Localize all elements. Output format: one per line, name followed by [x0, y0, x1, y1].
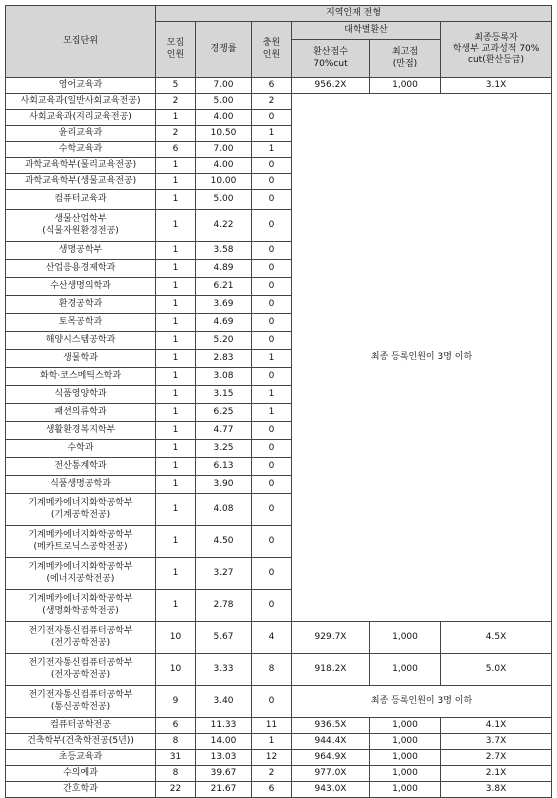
- cell-unit: 수학교육과: [6, 142, 156, 158]
- cell-capacity: 8: [156, 766, 196, 782]
- cell-competition: 3.27: [196, 558, 252, 590]
- cell-max-score: 1,000: [370, 78, 441, 94]
- cell-extra: 0: [252, 110, 292, 126]
- cell-extra: 0: [252, 526, 292, 558]
- cell-competition: 3.25: [196, 440, 252, 458]
- cell-grade-cut: 2.7X: [441, 750, 552, 766]
- cell-capacity: 10: [156, 654, 196, 686]
- cell-unit: 간호학과: [6, 782, 156, 798]
- cell-extra: 0: [252, 476, 292, 494]
- cell-competition: 6.21: [196, 278, 252, 296]
- cell-capacity: 2: [156, 126, 196, 142]
- table-row: [6, 94, 552, 110]
- cell-extra: 0: [252, 174, 292, 190]
- cell-extra: 0: [252, 494, 292, 526]
- table-row: [6, 622, 552, 654]
- cell-capacity: 6: [156, 142, 196, 158]
- cell-extra: 0: [252, 458, 292, 476]
- cell-unit: 컴퓨터교육과: [6, 190, 156, 210]
- header-capacity: 모집 인원: [156, 22, 196, 78]
- header-univ-conversion: 대학별환산: [292, 22, 441, 40]
- admission-results-table: [5, 5, 552, 798]
- cell-competition: 4.50: [196, 526, 252, 558]
- cell-max-score: 1,000: [370, 734, 441, 750]
- cell-conv-score: 918.2X: [292, 654, 370, 686]
- cell-conv-score: 943.0X: [292, 782, 370, 798]
- cell-capacity: 1: [156, 332, 196, 350]
- cell-competition: 2.78: [196, 590, 252, 622]
- cell-extra: 0: [252, 368, 292, 386]
- cell-capacity: 10: [156, 622, 196, 654]
- cell-capacity: 1: [156, 590, 196, 622]
- cell-capacity: 1: [156, 296, 196, 314]
- cell-capacity: 1: [156, 476, 196, 494]
- cell-capacity: 22: [156, 782, 196, 798]
- cell-grade-cut: 2.1X: [441, 766, 552, 782]
- cell-unit: 생물산업학부 (식물자원환경전공): [6, 210, 156, 242]
- cell-unit: 생물학과: [6, 350, 156, 368]
- cell-capacity: 1: [156, 210, 196, 242]
- cell-conv-score: 936.5X: [292, 718, 370, 734]
- cell-competition: 4.89: [196, 260, 252, 278]
- cell-capacity: 1: [156, 386, 196, 404]
- cell-capacity: 5: [156, 78, 196, 94]
- cell-competition: 3.90: [196, 476, 252, 494]
- cell-extra: 0: [252, 190, 292, 210]
- table-row: [6, 734, 552, 750]
- cell-extra: 12: [252, 750, 292, 766]
- cell-competition: 3.40: [196, 686, 252, 718]
- cell-extra: 6: [252, 78, 292, 94]
- table-body: [6, 78, 552, 798]
- cell-unit: 전기전자통신컴퓨터공학부 (통신공학전공): [6, 686, 156, 718]
- cell-extra: 0: [252, 260, 292, 278]
- cell-extra: 1: [252, 404, 292, 422]
- cell-extra: 0: [252, 440, 292, 458]
- cell-max-score: 1,000: [370, 766, 441, 782]
- cell-competition: 11.33: [196, 718, 252, 734]
- cell-unit: 사회교육과(지리교육전공): [6, 110, 156, 126]
- cell-competition: 14.00: [196, 734, 252, 750]
- cell-unit: 화학·코스메틱스학과: [6, 368, 156, 386]
- cell-capacity: 1: [156, 526, 196, 558]
- cell-capacity: 2: [156, 94, 196, 110]
- cell-note: 최종 등록인원이 3명 이하: [292, 686, 552, 718]
- cell-extra: 0: [252, 686, 292, 718]
- cell-competition: 7.00: [196, 78, 252, 94]
- cell-competition: 3.58: [196, 242, 252, 260]
- cell-unit: 초등교육과: [6, 750, 156, 766]
- cell-competition: 4.77: [196, 422, 252, 440]
- cell-capacity: 6: [156, 718, 196, 734]
- cell-competition: 13.03: [196, 750, 252, 766]
- cell-unit: 식품영양학과: [6, 386, 156, 404]
- cell-extra: 0: [252, 590, 292, 622]
- cell-unit: 컴퓨터공학전공: [6, 718, 156, 734]
- table-row: [6, 686, 552, 718]
- cell-grade-cut: 3.8X: [441, 782, 552, 798]
- cell-competition: 4.00: [196, 158, 252, 174]
- cell-grade-cut: 3.7X: [441, 734, 552, 750]
- header-unit: 모집단위: [6, 6, 156, 78]
- cell-extra: 1: [252, 142, 292, 158]
- cell-grade-cut: 3.1X: [441, 78, 552, 94]
- cell-capacity: 8: [156, 734, 196, 750]
- cell-note-merged: 최종 등록인원이 3명 이하: [292, 94, 552, 622]
- cell-conv-score: 977.0X: [292, 766, 370, 782]
- cell-capacity: 1: [156, 110, 196, 126]
- table-row: [6, 782, 552, 798]
- cell-capacity: 31: [156, 750, 196, 766]
- cell-unit: 윤리교육과: [6, 126, 156, 142]
- cell-conv-score: 929.7X: [292, 622, 370, 654]
- header-competition: 경쟁률: [196, 22, 252, 78]
- cell-extra: 0: [252, 242, 292, 260]
- cell-extra: 6: [252, 782, 292, 798]
- header-final-registrant: 최종등록자 학생부 교과성적 70% cut(환산등급): [441, 22, 552, 78]
- cell-capacity: 1: [156, 158, 196, 174]
- table-row: [6, 718, 552, 734]
- cell-unit: 수의예과: [6, 766, 156, 782]
- table-row: [6, 654, 552, 686]
- cell-competition: 10.00: [196, 174, 252, 190]
- table-row: [6, 78, 552, 94]
- cell-grade-cut: 4.1X: [441, 718, 552, 734]
- cell-competition: 39.67: [196, 766, 252, 782]
- cell-unit: 기계메카에너지화학공학부 (생명화학공학전공): [6, 590, 156, 622]
- cell-competition: 3.08: [196, 368, 252, 386]
- cell-unit: 과학교육학부(물리교육전공): [6, 158, 156, 174]
- cell-competition: 4.69: [196, 314, 252, 332]
- cell-extra: 0: [252, 210, 292, 242]
- cell-unit: 사회교육과(일반사회교육전공): [6, 94, 156, 110]
- cell-competition: 21.67: [196, 782, 252, 798]
- cell-capacity: 1: [156, 174, 196, 190]
- cell-max-score: 1,000: [370, 718, 441, 734]
- cell-capacity: 1: [156, 440, 196, 458]
- table-row: [6, 766, 552, 782]
- cell-conv-score: 956.2X: [292, 78, 370, 94]
- cell-capacity: 1: [156, 260, 196, 278]
- cell-competition: 3.15: [196, 386, 252, 404]
- cell-extra: 1: [252, 734, 292, 750]
- cell-unit: 토목공학과: [6, 314, 156, 332]
- cell-extra: 0: [252, 314, 292, 332]
- cell-extra: 0: [252, 558, 292, 590]
- table-row: [6, 750, 552, 766]
- cell-grade-cut: 4.5X: [441, 622, 552, 654]
- cell-extra: 1: [252, 126, 292, 142]
- cell-unit: 생명공학부: [6, 242, 156, 260]
- cell-competition: 5.67: [196, 622, 252, 654]
- cell-max-score: 1,000: [370, 654, 441, 686]
- cell-capacity: 1: [156, 350, 196, 368]
- cell-unit: 건축학부(건축학전공(5년)): [6, 734, 156, 750]
- cell-unit: 해양시스템공학과: [6, 332, 156, 350]
- cell-unit: 기계메카에너지화학공학부 (에너지공학전공): [6, 558, 156, 590]
- cell-extra: 2: [252, 94, 292, 110]
- cell-capacity: 1: [156, 368, 196, 386]
- cell-unit: 환경공학과: [6, 296, 156, 314]
- cell-extra: 8: [252, 654, 292, 686]
- cell-competition: 5.00: [196, 190, 252, 210]
- cell-extra: 4: [252, 622, 292, 654]
- cell-competition: 6.25: [196, 404, 252, 422]
- cell-extra: 1: [252, 350, 292, 368]
- cell-grade-cut: 5.0X: [441, 654, 552, 686]
- cell-competition: 3.33: [196, 654, 252, 686]
- cell-unit: 패션의류학과: [6, 404, 156, 422]
- cell-competition: 4.00: [196, 110, 252, 126]
- cell-unit: 산업응용경제학과: [6, 260, 156, 278]
- cell-unit: 과학교육학부(생물교육전공): [6, 174, 156, 190]
- cell-capacity: 1: [156, 190, 196, 210]
- cell-competition: 3.69: [196, 296, 252, 314]
- cell-extra: 0: [252, 158, 292, 174]
- cell-extra: 2: [252, 766, 292, 782]
- header-extra: 충원 인원: [252, 22, 292, 78]
- cell-unit: 기계메카에너지화학공학부 (기계공학전공): [6, 494, 156, 526]
- cell-capacity: 1: [156, 404, 196, 422]
- cell-competition: 6.13: [196, 458, 252, 476]
- cell-extra: 0: [252, 296, 292, 314]
- cell-competition: 10.50: [196, 126, 252, 142]
- cell-competition: 5.00: [196, 94, 252, 110]
- cell-competition: 4.08: [196, 494, 252, 526]
- cell-capacity: 1: [156, 278, 196, 296]
- cell-unit: 전기전자통신컴퓨터공학부 (전기공학전공): [6, 622, 156, 654]
- cell-max-score: 1,000: [370, 622, 441, 654]
- cell-capacity: 1: [156, 494, 196, 526]
- cell-competition: 5.20: [196, 332, 252, 350]
- header-max-score: 최고점 (만점): [370, 40, 441, 78]
- cell-capacity: 1: [156, 458, 196, 476]
- cell-extra: 0: [252, 278, 292, 296]
- cell-capacity: 1: [156, 314, 196, 332]
- cell-extra: 0: [252, 332, 292, 350]
- cell-extra: 1: [252, 386, 292, 404]
- cell-capacity: 9: [156, 686, 196, 718]
- cell-capacity: 1: [156, 242, 196, 260]
- cell-unit: 전기전자통신컴퓨터공학부 (전자공학전공): [6, 654, 156, 686]
- cell-conv-score: 964.9X: [292, 750, 370, 766]
- cell-competition: 7.00: [196, 142, 252, 158]
- cell-unit: 영어교육과: [6, 78, 156, 94]
- header-region-track: 지역인재 전형: [156, 6, 552, 22]
- cell-capacity: 1: [156, 558, 196, 590]
- cell-unit: 수산생명의학과: [6, 278, 156, 296]
- cell-extra: 11: [252, 718, 292, 734]
- cell-capacity: 1: [156, 422, 196, 440]
- cell-unit: 전산통계학과: [6, 458, 156, 476]
- cell-extra: 0: [252, 422, 292, 440]
- cell-competition: 2.83: [196, 350, 252, 368]
- cell-conv-score: 944.4X: [292, 734, 370, 750]
- cell-max-score: 1,000: [370, 782, 441, 798]
- cell-competition: 4.22: [196, 210, 252, 242]
- cell-unit: 기계메카에너지화학공학부 (메카트로닉스공학전공): [6, 526, 156, 558]
- cell-max-score: 1,000: [370, 750, 441, 766]
- header-conv-score: 환산점수 70%cut: [292, 40, 370, 78]
- cell-unit: 생활환경복지학부: [6, 422, 156, 440]
- cell-unit: 식품생명공학과: [6, 476, 156, 494]
- cell-unit: 수학과: [6, 440, 156, 458]
